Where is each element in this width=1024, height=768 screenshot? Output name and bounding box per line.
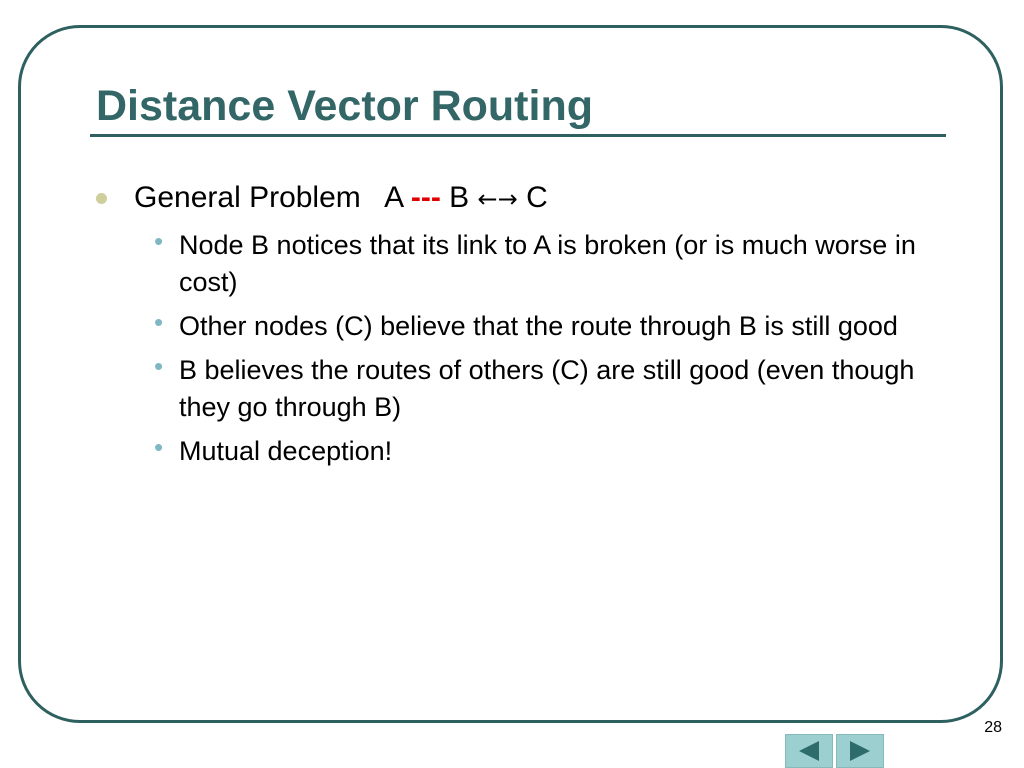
broken-link-dashes: --- [410, 181, 441, 214]
slide-title: Distance Vector Routing [96, 82, 593, 130]
bullet-dot [96, 193, 107, 204]
sub-bullet-dot: • [154, 307, 164, 337]
sub-bullet-item [148, 433, 938, 470]
sub-bullet-text: Node B notices that its link to A is broken (or is much worse in cost) [179, 230, 916, 297]
sub-bullet-item [148, 308, 938, 345]
sub-bullet-text: Other nodes (C) believe that the route through B is still good [179, 311, 898, 341]
page-number: 28 [984, 719, 1002, 736]
sub-bullet-text: B believes the routes of others (C) are still good (even though they go through B) [179, 355, 915, 422]
slide-navigation [785, 734, 884, 768]
previous-slide-button[interactable] [785, 734, 833, 768]
title-underline [90, 134, 946, 137]
sub-bullet-dot: • [154, 351, 164, 381]
sub-bullet-text: Mutual deception! [179, 436, 393, 466]
triangle-left-icon [795, 739, 823, 763]
triangle-right-icon [846, 739, 874, 763]
node-b-label: B [449, 181, 470, 214]
bullet-text [134, 178, 548, 219]
next-slide-button[interactable] [836, 734, 884, 768]
bullet-lead: General Problem [134, 181, 361, 214]
sub-bullet-dot: • [154, 432, 164, 462]
sub-bullet-item [148, 227, 938, 301]
sub-bullet-item [148, 352, 938, 426]
sub-bullet-list [148, 227, 938, 477]
sub-bullet-dot: • [154, 226, 164, 256]
node-a-label: A [384, 181, 403, 214]
bidirectional-arrow-icon: ←→ [477, 185, 518, 213]
node-c-label: C [526, 181, 548, 214]
